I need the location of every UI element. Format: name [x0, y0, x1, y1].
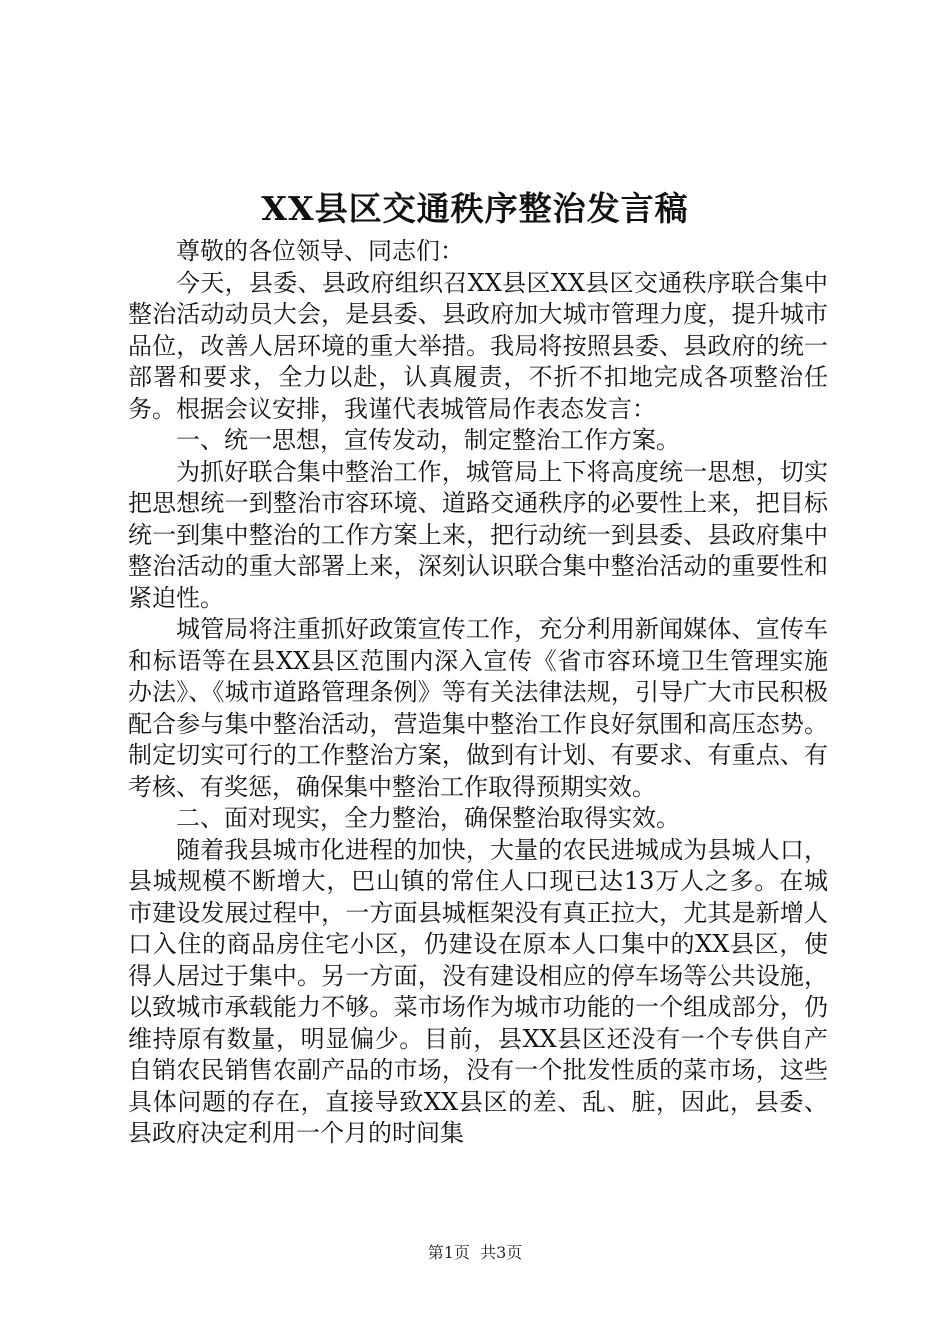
- body-paragraph: 为抓好联合集中整治工作，城管局上下将高度统一思想，切实把思想统一到整治市容环境、道路交通秩序的必要性上来，把目标统一到集中整治的工作方案上来，把行动统一到县委、县政府集中整治活动的重大部署上来，深刻认识联合集中整治活动的重要性和紧迫性。: [128, 457, 828, 612]
- page-footer: [0, 1243, 950, 1263]
- section-heading: 二、面对现实，全力整治，确保整治取得实效。: [176, 804, 680, 832]
- page-number: 第1页: [427, 1243, 470, 1262]
- section-heading: 一、统一思想，宣传发动，制定整治工作方案。: [176, 426, 680, 454]
- body-paragraph: 随着我县城市化进程的加快，大量的农民进城成为县城人口，县城规模不断增大，巴山镇的常住人口现已达13万人之多。在城市建设发展过程中，一方面县城框架没有真正拉大，尤其是新增人口入住的商品房住宅小区，仍建设在原本人口集中的XX县区，使得人居过于集中。另一方面，没有建设相应的停车场等公共设施，以致城市承载能力不够。菜市场作为城市功能的一个组成部分，仍维持原有数量，明显偏少。目前，县XX县区还没有一个专供自产自销农民销售农副产品的市场，没有一个批发性质的菜市场，这些具体问题的存在，直接导致XX县区的差、乱、脏，因此，县委、县政府决定利用一个月的时间集: [128, 835, 828, 1147]
- document-title: XX县区交通秩序整治发言稿: [261, 189, 689, 228]
- document-body: [128, 236, 828, 1150]
- body-paragraph: 城管局将注重抓好政策宣传工作，充分利用新闻媒体、宣传车和标语等在县XX县区范围内深入宣传《省市容环境卫生管理实施办法》、《城市道路管理条例》等有关法律法规，引导广大市民积极配合参与集中整治活动，营造集中整治工作良好氛围和高压态势。制定切实可行的工作整治方案，做到有计划、有要求、有重点、有考核、有奖惩，确保集中整治工作取得预期实效。: [128, 615, 828, 801]
- body-paragraph: 今天，县委、县政府组织召XX县区XX县区交通秩序联合集中整治活动动员大会，是县委、县政府加大城市管理力度，提升城市品位，改善人居环境的重大举措。我局将按照县委、县政府的统一部署和要求，全力以赴，认真履责，不折不扣地完成各项整治任务。根据会议安排，我谨代表城管局作表态发言：: [128, 268, 828, 423]
- page-total: 共3页: [480, 1243, 523, 1262]
- salutation-paragraph: 尊敬的各位领导、同志们：: [176, 237, 464, 265]
